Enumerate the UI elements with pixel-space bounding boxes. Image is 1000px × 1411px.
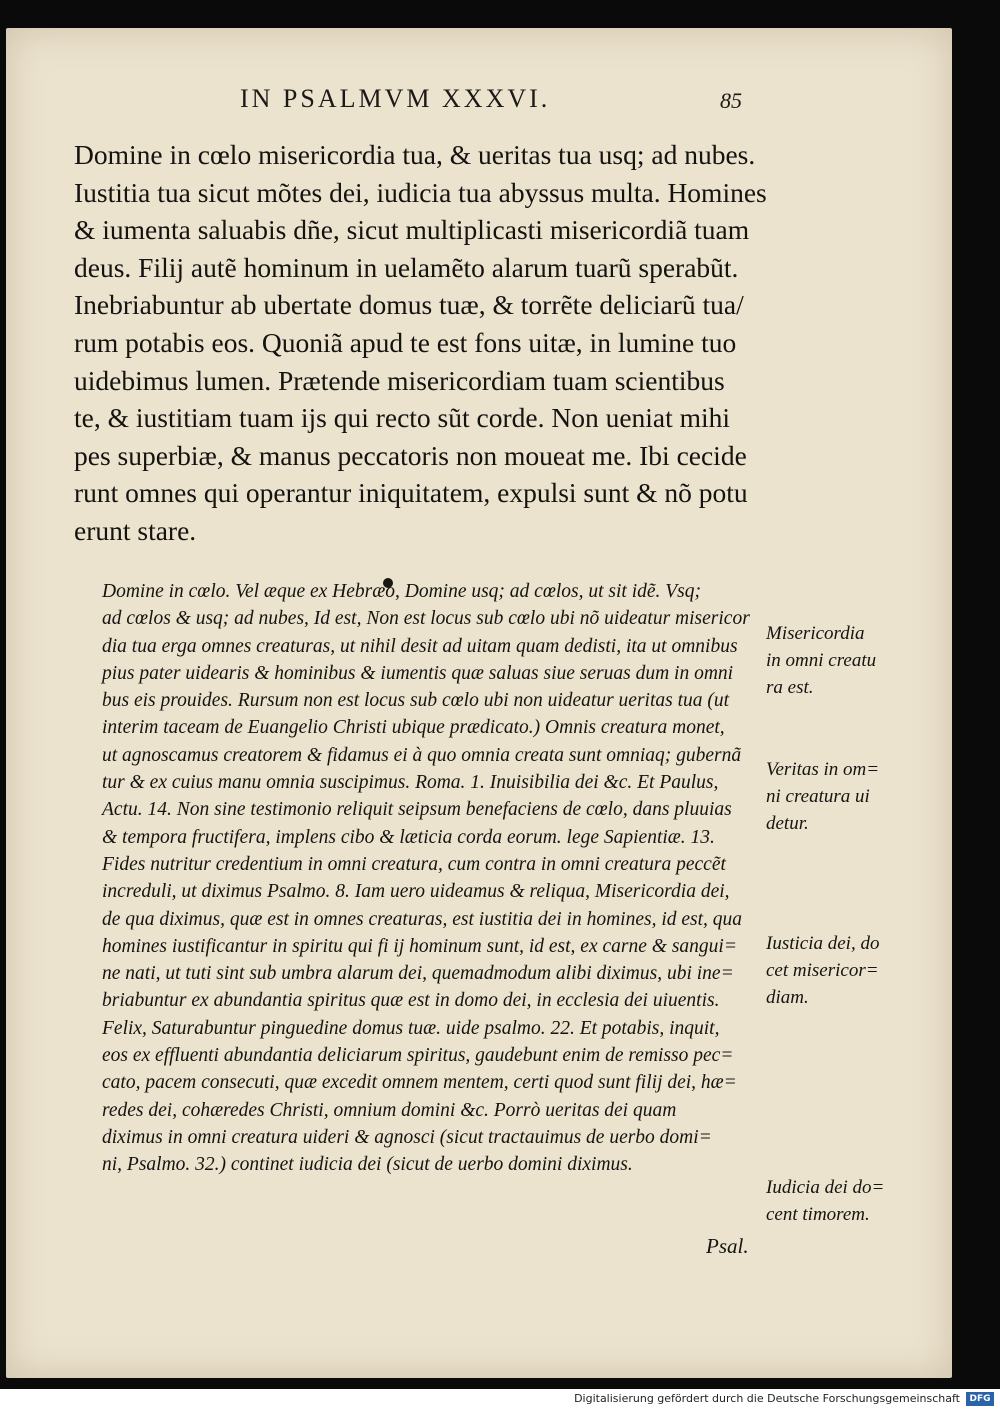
commentary-line: & tempora fructifera, implens cibo & læticia corda eorum. lege Sapientiæ. 13. [102, 826, 715, 848]
psalm-line: deus. Filij autẽ hominum in uelamẽto alarum tuarũ sperabũt. [74, 251, 739, 283]
margin-note-line: Misericordia [766, 623, 865, 644]
commentary-line: diximus in omni creatura uideri & agnosci (sicut tractauimus de uerbo domi= [102, 1126, 712, 1148]
digitization-footer [0, 1389, 1000, 1411]
commentary-line: Felix, Saturabuntur pinguedine domus tuæ. uide psalmo. 22. Et potabis, inquit, [102, 1017, 720, 1039]
commentary-line: Fides nutritur credentium in omni creatura, cum contra in omni creatura peccẽt [102, 853, 726, 875]
psalm-line: & iumenta saluabis dñe, sicut multiplicasti misericordiã tuam [74, 214, 750, 246]
commentary-line: ut agnoscamus creatorem & fidamus ei à quo omnia creata sunt omniaq; gubernã [102, 744, 742, 766]
commentary-line: cato, pacem consecuti, quæ excedit omnem mentem, certi quod sunt filij dei, hæ= [102, 1072, 737, 1094]
folio-number: 85 [720, 88, 742, 113]
commentary-line: tur & ex cuius manu omnia suscipimus. Roma. 1. Inuisibilia dei &c. Et Paulus, [102, 772, 719, 794]
margin-note-line: Iusticia dei, do [766, 933, 880, 954]
commentary-line: Domine in cœlo. Vel æque ex Hebræo, Domine usq; ad cœlos, ut sit idẽ. Vsq; [102, 581, 702, 602]
commentary-text [102, 578, 762, 1179]
commentary-line: ne nati, ut tuti sint sub umbra alarum dei, quemadmodum alibi diximus, ubi ine= [102, 963, 734, 985]
margin-note-iusticia [766, 930, 906, 1011]
commentary-line: eos ex effluenti abundantia deliciarum spiritus, gaudebunt enim de remisso pec= [102, 1045, 734, 1067]
margin-note-line: Veritas in om= [766, 759, 880, 780]
footer-credit: Digitalisierung gefördert durch die Deutsche Forschungsgemeinschaft [574, 1392, 960, 1405]
margin-note-line: in omni creatu [766, 650, 877, 671]
psalm-line: Domine in cœlo misericordia tua, & ueritas tua usq; ad nubes. [74, 139, 756, 170]
margin-note-line: diam. [766, 987, 809, 1008]
margin-note-line: ra est. [766, 677, 814, 698]
psalm-line: rum potabis eos. Quoniã apud te est fons uitæ, in lumine tuo [74, 326, 737, 358]
margin-note-iudicia [766, 1174, 906, 1228]
psalm-line: runt omnes qui operantur iniquitatem, expulsi sunt & nõ potu [74, 477, 748, 509]
psalm-text [74, 136, 794, 550]
psalm-line: uidebimus lumen. Prætende misericordiam tuam scientibus [74, 364, 725, 396]
margin-note-veritas [766, 756, 906, 837]
psalm-line: Iustitia tua sicut mõtes dei, iudicia tua abyssus multa. Homines [74, 176, 767, 208]
commentary-line: dia tua erga omnes creaturas, ut nihil desit ad uitam quam dedisti, ita ut omnibus [102, 635, 738, 657]
commentary-line: pius pater uidearis & hominibus & iumentis quæ saluas siue seruas dum in omni [102, 662, 734, 684]
margin-note-line: Iudicia dei do= [766, 1177, 885, 1198]
margin-note-misericordia [766, 620, 906, 701]
commentary-line: interim taceam de Euangelio Christi ubique prædicato.) Omnis creatura monet, [102, 717, 725, 739]
commentary-line: ad cœlos & usq; ad nubes, Id est, Non est locus sub cœlo ubi nõ uideatur misericor [102, 608, 750, 630]
commentary-line: increduli, ut diximus Psalmo. 8. Iam uero uideamus & reliqua, Misericordia dei, [102, 881, 730, 903]
psalm-line: pes superbiæ, & manus peccatoris non moueat me. Ibi cecide [74, 439, 747, 471]
commentary-line: briabuntur ex abundantia spiritus quæ est in domo dei, in ecclesia dei uiuentis. [102, 990, 720, 1012]
commentary-line: de qua diximus, quæ est in omnes creaturas, est iustitia dei in homines, id est, qua [102, 908, 743, 930]
commentary-line: bus eis prouides. Rursum non est locus sub cœlo ubi non uideatur ueritas tua (ut [102, 690, 730, 712]
dfg-logo-icon: DFG [966, 1392, 994, 1406]
commentary-line: homines iustificantur in spiritu qui fi ij hominum sunt, id est, ex carne & sangui= [102, 935, 737, 957]
catchword: Psal. [706, 1234, 749, 1258]
running-head: IN PSALMVM XXXVI. [240, 84, 551, 113]
commentary-line: Actu. 14. Non sine testimonio reliquit seipsum benefaciens de cœlo, dans pluuias [102, 799, 732, 821]
psalm-line: erunt stare. [74, 514, 197, 546]
psalm-line: Inebriabuntur ab ubertate domus tuæ, & torrẽte deliciarũ tua/ [74, 289, 744, 321]
commentary-line: ni, Psalmo. 32.) continet iudicia dei (sicut de uerbo domini diximus. [102, 1154, 633, 1176]
margin-note-line: ni creatura ui [766, 786, 870, 807]
margin-note-line: cent timorem. [766, 1204, 870, 1225]
margin-note-line: cet misericor= [766, 960, 879, 981]
commentary-line: redes dei, cohæredes Christi, omnium domini &c. Porrò ueritas dei quam [102, 1099, 677, 1121]
psalm-line: te, & iustitiam tuam ijs qui recto sũt corde. Non ueniat mihi [74, 402, 731, 434]
margin-note-line: detur. [766, 813, 809, 834]
